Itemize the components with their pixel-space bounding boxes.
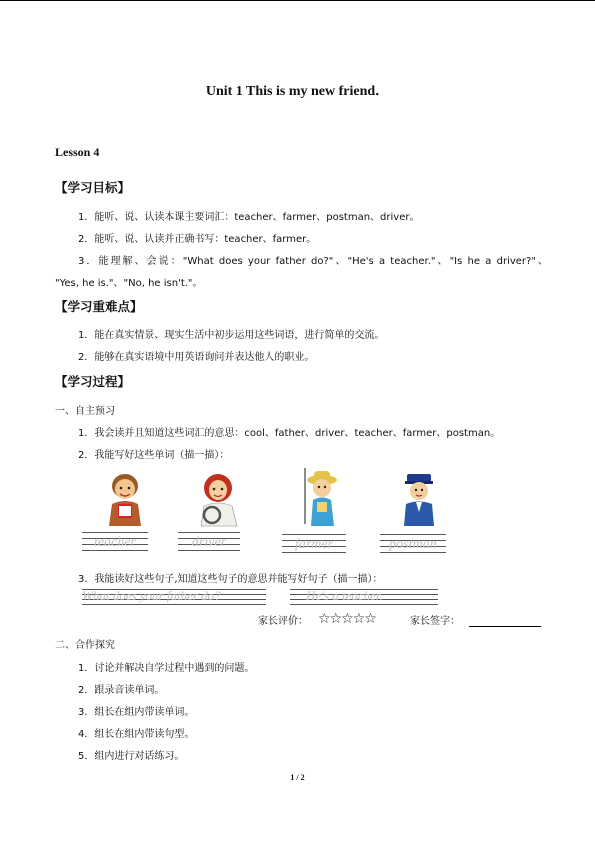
part2-item: 2．跟录音读单词。 bbox=[78, 685, 165, 696]
goal-item: 2．能听、说、认读并正确书写：teacher、farmer。 bbox=[78, 234, 317, 245]
keypoints-heading: 【学习重难点】 bbox=[55, 299, 143, 314]
keypoint-item: 1．能在真实情景、现实生活中初步运用这些词语，进行简单的交流。 bbox=[78, 330, 385, 341]
trace-word-text: postman bbox=[389, 537, 437, 552]
parent-eval-label: 家长评价： bbox=[258, 616, 308, 627]
part2-item: 5．组内进行对话练习。 bbox=[78, 751, 185, 762]
trace-sentence-1[interactable] bbox=[82, 587, 266, 609]
goal-item: 1．能听、说、认读本课主要词汇：teacher、farmer、postman、driver。 bbox=[78, 212, 420, 223]
keypoint-item: 2．能够在真实语境中用英语询问并表达他人的职业。 bbox=[78, 352, 315, 363]
trace-sentence-text: What does your father do? bbox=[82, 588, 221, 603]
rating-stars-icon[interactable]: ☆☆☆☆☆ bbox=[318, 611, 376, 627]
part2-title: 二、合作探究 bbox=[55, 640, 115, 651]
goal-item-cont: "Yes, he is."、"No, he isn't."。 bbox=[55, 278, 203, 289]
part1-item: 3．我能读好这些句子,知道这些句子的意思并能写好句子（描一描）： bbox=[78, 574, 383, 585]
trace-word-farmer[interactable] bbox=[282, 532, 346, 558]
trace-word-postman[interactable] bbox=[380, 532, 446, 558]
lesson-label: Lesson 4 bbox=[55, 145, 100, 159]
trace-word-text: farmer bbox=[294, 537, 334, 552]
trace-sentence-text: He's a teacher. bbox=[306, 588, 383, 603]
driver-illustration-icon bbox=[193, 470, 243, 528]
goal-item: 3．能理解、会说："What does your father do?"、"He's a teacher."、"Is he a driver?"、 bbox=[78, 256, 548, 267]
part2-item: 4．组长在组内带读句型。 bbox=[78, 729, 195, 740]
parent-sign-label: 家长签字： bbox=[410, 616, 460, 627]
signature-line[interactable] bbox=[469, 626, 541, 627]
part1-item: 1．我会读并且知道这些词汇的意思：cool、father、driver、teacher、farmer、postman。 bbox=[78, 428, 501, 439]
trace-word-teacher[interactable] bbox=[82, 530, 148, 556]
part1-title: 一、自主预习 bbox=[55, 406, 115, 417]
page-title: Unit 1 This is my new friend． bbox=[205, 84, 390, 99]
process-heading: 【学习过程】 bbox=[55, 374, 131, 389]
teacher-illustration-icon bbox=[100, 470, 150, 528]
trace-word-text: teacher bbox=[94, 535, 136, 550]
farmer-illustration-icon bbox=[297, 466, 343, 528]
part1-item: 2．我能写好这些单词（描一描）： bbox=[78, 450, 230, 461]
part2-item: 1．讨论并解决自学过程中遇到的问题。 bbox=[78, 663, 255, 674]
header-rule bbox=[0, 0, 595, 1]
trace-word-driver[interactable] bbox=[178, 530, 240, 556]
trace-word-text: driver bbox=[191, 535, 227, 550]
part2-item: 3．组长在组内带读单词。 bbox=[78, 707, 195, 718]
trace-sentence-2[interactable] bbox=[290, 587, 438, 609]
page-number: 1 / 2 bbox=[290, 773, 305, 782]
goals-heading: 【学习目标】 bbox=[55, 180, 131, 195]
postman-illustration-icon bbox=[396, 468, 442, 528]
